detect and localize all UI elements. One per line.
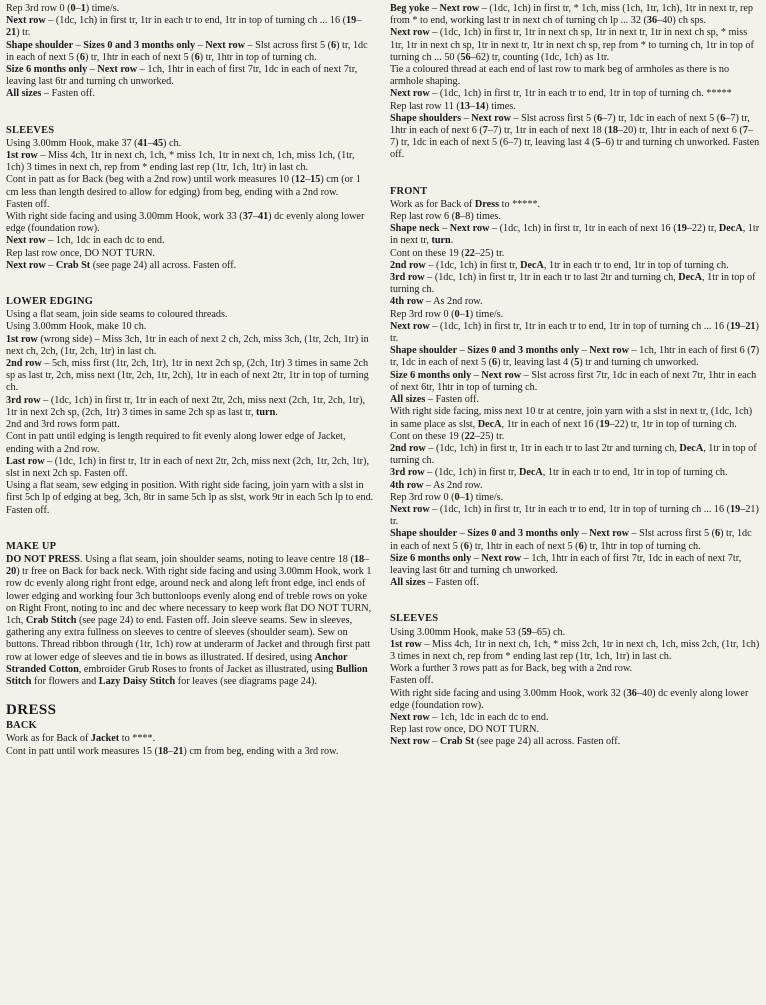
instruction-paragraph: Size 6 months only – Next row – 1ch, 1htr in each of first 7tr, 1dc in each of next 7tr, leaving last 6tr and turning ch unworked.	[390, 552, 742, 576]
instruction-paragraph: Rep last row once, DO NOT TURN.	[390, 724, 540, 736]
dress-section	[6, 702, 374, 758]
instruction-paragraph: Size 6 months only – Next row – 1ch, 1htr in each of first 7tr, 1dc in each of next 7tr, leaving last 6tr and turning ch unworked.	[6, 64, 358, 88]
instruction-paragraph: 4th row – As 2nd row.	[390, 479, 483, 491]
instruction-paragraph: With right side facing, miss next 10 tr at centre, join yarn with a slst in next tr, (1dc, 1ch) in same place as slst, DecA, 1tr in each of next 16 (19–22) tr, 1tr in top of turning ch.	[390, 406, 753, 430]
dress-back-body	[6, 733, 374, 757]
right-column	[390, 3, 760, 749]
left-section	[6, 541, 374, 688]
instruction-paragraph: With right side facing and using 3.00mm Hook, work 33 (37–41) dc evenly along lower edge (foundation row).	[6, 211, 365, 235]
right-section	[390, 3, 760, 162]
instruction-paragraph: 3rd row – (1dc, 1ch) in first tr, 1tr in each of next 2tr, 2ch, miss next (2ch, 1tr, 2ch, 1tr), 1tr in next 2ch sp, (2ch, 1tr) 3 times in same 2ch sp as last tr, turn.	[6, 394, 366, 418]
instruction-paragraph: Shape shoulders – Next row – Slst across first 5 (6–7) tr, 1dc in each of next 5 (6–7) tr, 1htr in each of next 6 (7–7) tr, 1tr in each of next 18 (18–20) tr, 1htr in each of next 6 (7–7) tr, 1dc in each of next 5 (6–7) tr, leaving last 4 (5–6) tr and turning ch unworked. Fasten off.	[390, 112, 760, 161]
instruction-paragraph: Shape shoulder – Sizes 0 and 3 months only – Next row – Slst across first 5 (6) tr, 1dc in each of next 5 (6) tr, 1htr in each of next 5 (6) tr, 1htr in top of turning ch.	[390, 528, 752, 552]
instruction-paragraph: Next row – (1dc, 1ch) in first tr, 1tr in each tr to end, 1tr in top of turning ch ... 16 (19–21) tr.	[390, 320, 759, 345]
instruction-paragraph: Fasten off.	[6, 198, 50, 210]
instruction-paragraph: Cont in patt until work measures 15 (18–21) cm from beg, ending with a 3rd row.	[6, 745, 339, 757]
instruction-paragraph: Rep 3rd row 0 (0–1) time/s.	[390, 308, 504, 320]
instruction-paragraph: All sizes – Fasten off.	[390, 577, 479, 589]
instruction-paragraph: 1st row (wrong side) – Miss 3ch, 1tr in each of next 2 ch, 2ch, miss 3ch, (1tr, 2ch, 1tr) in next ch, 2ch, (1tr, 2ch, 1tr) in last ch.	[6, 333, 369, 357]
instruction-paragraph: 1st row – Miss 4ch, 1tr in next ch, 1ch, * miss 2ch, 1tr in next ch, 1ch, miss 2ch, (1tr, 1ch) 3 times in next ch, rep from * ending last rep (1tr, 1ch, 1tr) in last ch.	[390, 638, 760, 662]
instruction-paragraph: Rep last row 6 (8–8) times.	[390, 211, 501, 223]
instruction-paragraph: Fasten off.	[390, 675, 434, 687]
instruction-paragraph: 3rd row – (1dc, 1ch) in first tr, DecA, 1tr in each tr to end, 1tr in top of turning ch.	[390, 467, 728, 479]
instruction-paragraph: Using 3.00mm Hook, make 10 ch.	[6, 321, 147, 333]
right-section	[390, 613, 760, 748]
instruction-paragraph: Using a flat seam, sew edging in position. With right side facing, join yarn with a slst in first 5ch lp of edging at beg, 3ch, 8tr in same 5ch lp as slst, work 9tr in each 5ch lp to end. Fasten off.	[6, 480, 374, 516]
left-section	[6, 125, 374, 272]
instruction-paragraph: 1st row – Miss 4ch, 1tr in next ch, 1ch, * miss 1ch, 1tr in next ch, 1ch, miss 1ch, (1tr, 1ch) 3 times in next ch, rep from * ending last rep (1tr, 1ch, 1tr) in last ch.	[6, 150, 355, 174]
instruction-paragraph: Beg yoke – Next row – (1dc, 1ch) in first tr, * 1ch, miss (1ch, 1tr, 1ch), 1tr in next tr, rep from * to end, working last tr in next ch of turning ch lp ... 32 (36–40) ch sps.	[390, 3, 754, 27]
section-heading: MAKE UP	[6, 540, 57, 552]
instruction-paragraph: Next row – Crab St (see page 24) all across. Fasten off.	[6, 259, 237, 271]
instruction-paragraph: Next row – (1dc, 1ch) in first tr, 1tr in each tr to end, 1tr in top of turning ch ... 16 (19–21) tr.	[390, 503, 759, 528]
instruction-paragraph: Using 3.00mm Hook, make 53 (59–65) ch.	[390, 626, 566, 638]
dress-title: DRESS	[6, 702, 57, 719]
instruction-paragraph: Work a further 3 rows patt as for Back, beg with a 2nd row.	[390, 663, 633, 675]
left-section	[6, 3, 374, 101]
instruction-paragraph: Next row – (1dc, 1ch) in first tr, 1tr in next ch sp, 1tr in next tr, 1tr in next ch sp, * miss 1tr, 1tr in next ch sp, 1tr in next tr, 1tr in next ch sp, rep from * to turning ch, 1tr in top of turning ch ... 50 (56–62) tr, counting (1dc, 1ch) as 1tr.	[390, 27, 754, 63]
instruction-paragraph: Cont on these 19 (22–25) tr.	[390, 430, 505, 442]
dress-back-heading: BACK	[6, 720, 37, 732]
instruction-paragraph: 2nd row – 5ch, miss first (1tr, 2ch, 1tr), 1tr in next 2ch sp, (2ch, 1tr) 3 times in same 2ch sp as last tr, 2ch, miss next (1tr, 2ch, 1tr, 2ch), 1tr in each of next 2tr, 1tr in top of turning ch.	[6, 358, 369, 394]
left-section	[6, 296, 374, 517]
instruction-paragraph: 2nd and 3rd rows form patt.	[6, 419, 120, 431]
instruction-paragraph: Last row – (1dc, 1ch) in first tr, 1tr in each of next 2tr, 2ch, miss next (2ch, 1tr, 2ch, 1tr), slst in next 2ch sp. Fasten off.	[6, 455, 370, 479]
instruction-paragraph: Tie a coloured thread at each end of last row to mark beg of armholes as there is no armhole shaping.	[390, 64, 730, 88]
section-heading: SLEEVES	[390, 613, 439, 625]
instruction-paragraph: Next row – (1dc, 1ch) in first tr, 1tr in each tr to end, 1tr in top of turning ch ... 16 (19–21) tr.	[6, 15, 362, 39]
instruction-paragraph: Rep last row once, DO NOT TURN.	[6, 247, 156, 259]
section-heading: LOWER EDGING	[6, 296, 93, 308]
instruction-paragraph: All sizes – Fasten off.	[390, 394, 479, 406]
section-heading: SLEEVES	[6, 124, 55, 136]
instruction-paragraph: Cont on these 19 (22–25) tr.	[390, 247, 505, 259]
instruction-paragraph: Using 3.00mm Hook, make 37 (41–45) ch.	[6, 137, 182, 149]
instruction-paragraph: With right side facing and using 3.00mm Hook, work 32 (36–40) dc evenly along lower edge (foundation row).	[390, 687, 749, 711]
instruction-paragraph: Rep 3rd row 0 (0–1) time/s.	[6, 3, 120, 14]
instruction-paragraph: 2nd row – (1dc, 1ch) in first tr, DecA, 1tr in each tr to end, 1tr in top of turning ch.	[390, 259, 729, 271]
instruction-paragraph: Rep 3rd row 0 (0–1) time/s.	[390, 491, 504, 503]
instruction-paragraph: Using a flat seam, join side seams to coloured threads.	[6, 309, 228, 321]
instruction-paragraph: Cont in patt as for Back (beg with a 2nd row) until work measures 10 (12–15) cm (or 1 cm less than length desired to allow for edging) from beg, ending with a 2nd row.	[6, 174, 361, 198]
instruction-paragraph: Next row – 1ch, 1dc in each dc to end.	[6, 235, 165, 247]
instruction-paragraph: Rep last row 11 (13–14) times.	[390, 100, 516, 112]
instruction-paragraph: Next row – (1dc, 1ch) in first tr, 1tr in each tr to end, 1tr in top of turning ch. *****	[390, 88, 732, 100]
instruction-paragraph: Size 6 months only – Next row – Slst across first 7tr, 1dc in each of next 7tr, 1htr in each of next 6tr, 1htr in top of turning ch.	[390, 369, 757, 393]
instruction-paragraph: Next row – Crab St (see page 24) all across. Fasten off.	[390, 736, 621, 748]
instruction-paragraph: Cont in patt until edging is length required to fit evenly along lower edge of Jacket, ending with a 2nd row.	[6, 431, 346, 455]
instruction-paragraph: Shape shoulder – Sizes 0 and 3 months only – Next row – Slst across first 5 (6) tr, 1dc in each of next 5 (6) tr, 1htr in each of next 5 (6) tr, 1htr in top of turning ch.	[6, 39, 368, 63]
instruction-paragraph: 3rd row – (1dc, 1ch) in first tr, 1tr in each tr to last 2tr and turning ch, DecA, 1tr in top of turning ch.	[390, 272, 756, 296]
instruction-paragraph: Shape neck – Next row – (1dc, 1ch) in first tr, 1tr in each of next 16 (19–22) tr, DecA, 1tr in next tr, turn.	[390, 223, 760, 247]
instruction-paragraph: 4th row – As 2nd row.	[390, 296, 483, 308]
instruction-paragraph: Shape shoulder – Sizes 0 and 3 months only – Next row – 1ch, 1htr in each of first 6 (7) tr, 1dc in each of next 5 (6) tr, leaving last 4 (5) tr and turning ch unworked.	[390, 345, 760, 369]
instruction-paragraph: Work as for Back of Jacket to ****.	[6, 733, 156, 745]
section-heading: FRONT	[390, 185, 428, 197]
instruction-paragraph: All sizes – Fasten off.	[6, 88, 95, 100]
instruction-paragraph: 2nd row – (1dc, 1ch) in first tr, 1tr in each tr to last 2tr and turning ch, DecA, 1tr in top of turning ch.	[390, 442, 757, 467]
right-section	[390, 186, 760, 590]
instruction-paragraph: Work as for Back of Dress to *****.	[390, 198, 541, 210]
instruction-paragraph: Next row – 1ch, 1dc in each dc to end.	[390, 711, 549, 723]
left-column	[6, 3, 374, 758]
instruction-paragraph: DO NOT PRESS. Using a flat seam, join shoulder seams, noting to leave centre 18 (18–20) tr free on Back for back neck. With right side facing and using 3.00mm Hook, work 1 row dc evenly along right front edge, around neck and along left front edge, incl ends of lower edging and working four 3ch buttonloops evenly along end of treble rows on yoke on Right Front, noting to inc and dec where necessary to keep work flat DO NOT TURN, 1ch, Crab Stitch (see page 24) to end. Fasten off. Join sleeve seams. Sew in sleeves, gathering any extra fullness on sleeves to centre of sleeves (shoulder seam). Sew on buttons. Thread ribbon through (1tr, 1ch) row at underarm of Jacket and through first patt row at lower edge of sleeves and tie in bows as illustrated. If desired, using Anchor Stranded Cotton, embroider Grub Roses to fronts of Jacket as illustrated, using Bullion Stitch for flowers and Lazy Daisy Stitch for leaves (see diagrams page 24).	[6, 553, 372, 687]
